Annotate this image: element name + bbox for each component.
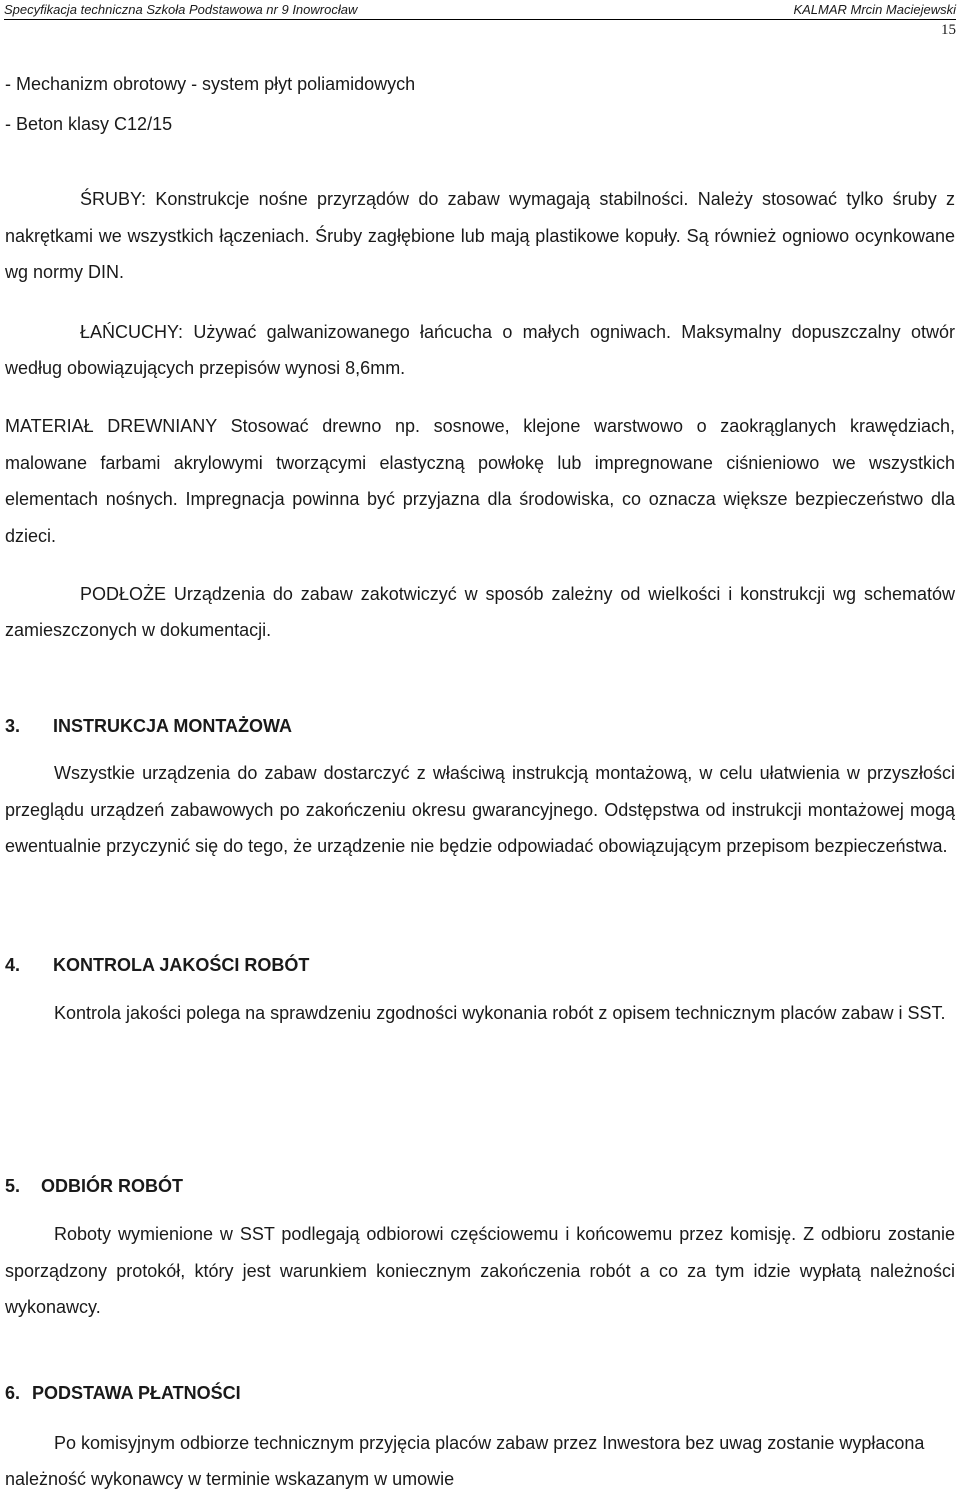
page-header <box>4 2 956 18</box>
header-author: KALMAR Mrcin Maciejewski <box>793 2 956 17</box>
section-heading-3 <box>5 708 292 744</box>
list-item: - Mechanizm obrotowy - system płyt poliamidowych <box>5 74 416 94</box>
paragraph-lancuchy: ŁAŃCUCHY: Używać galwanizowanego łańcucha o małych ogniwach. Maksymalny dopuszczalny otwór według obowiązujących przepisów wynosi 8,6mm. <box>5 322 955 378</box>
section-body-6: Po komisyjnym odbiorze technicznym przyjęcia placów zabaw przez Inwestora bez uwag zostanie wypłacona należność wykonawcy w terminie wskazanym w umowie <box>5 1433 925 1489</box>
section-title: PODSTAWA PŁATNOŚCI <box>32 1383 241 1403</box>
list-item: - Beton klasy C12/15 <box>5 114 173 134</box>
section-heading-4 <box>5 947 309 983</box>
section-title: KONTROLA JAKOŚCI ROBÓT <box>53 955 310 975</box>
section-title: ODBIÓR ROBÓT <box>41 1176 183 1196</box>
paragraph-material: MATERIAŁ DREWNIANY Stosować drewno np. sosnowe, klejone warstwowo o zaokrąglanych krawędziach, malowane farbami akrylowymi tworzącymi elastyczną powłokę lub impregnowane ciśnieniowo we wszystkich elementach nośnych. Impregnacja powinna być przyjazna dla środowiska, co oznacza większe bezpieczeństwo dla dzieci. <box>5 416 955 546</box>
section-number: 5. <box>5 1176 21 1196</box>
section-body-4: Kontrola jakości polega na sprawdzeniu zgodności wykonania robót z opisem technicznym placów zabaw i SST. <box>54 1003 946 1023</box>
section-heading-6 <box>5 1375 241 1411</box>
header-document-title: Specyfikacja techniczna Szkoła Podstawowa nr 9 Inowrocław <box>4 2 358 17</box>
page-number: 15 <box>941 22 956 38</box>
header-divider <box>4 19 956 20</box>
section-number: 3. <box>5 716 21 736</box>
paragraph-podloze: PODŁOŻE Urządzenia do zabaw zakotwiczyć w sposób zależny od wielkości i konstrukcji wg schematów zamieszczonych w dokumentacji. <box>5 584 955 640</box>
section-body-5: Roboty wymienione w SST podlegają odbiorowi częściowemu i końcowemu przez komisję. Z odbioru zostanie sporządzony protokół, który jest warunkiem koniecznym zakończenia robót a co za tym idzie wypłatą należności wykonawcy. <box>5 1224 955 1317</box>
section-body-3: Wszystkie urządzenia do zabaw dostarczyć z właściwą instrukcją montażową, w celu ułatwienia w przyszłości przeglądu urządzeń zabawowych po zakończeniu okresu gwarancyjnego. Odstępstwa od instrukcji montażowej mogą ewentualnie przyczynić się do tego, że urządzenie nie będzie odpowiadać obowiązującym przepisom bezpieczeństwa. <box>5 763 955 856</box>
paragraph-sruby: ŚRUBY: Konstrukcje nośne przyrządów do zabaw wymagają stabilności. Należy stosować tylko śruby z nakrętkami we wszystkich łączeniach. Śruby zagłębione lub mają plastikowe kopuły. Są również ogniowo ocynkowane wg normy DIN. <box>5 189 955 282</box>
section-title: INSTRUKCJA MONTAŻOWA <box>53 716 292 736</box>
section-number: 6. <box>5 1383 21 1403</box>
section-number: 4. <box>5 955 21 975</box>
section-heading-5 <box>5 1168 183 1204</box>
